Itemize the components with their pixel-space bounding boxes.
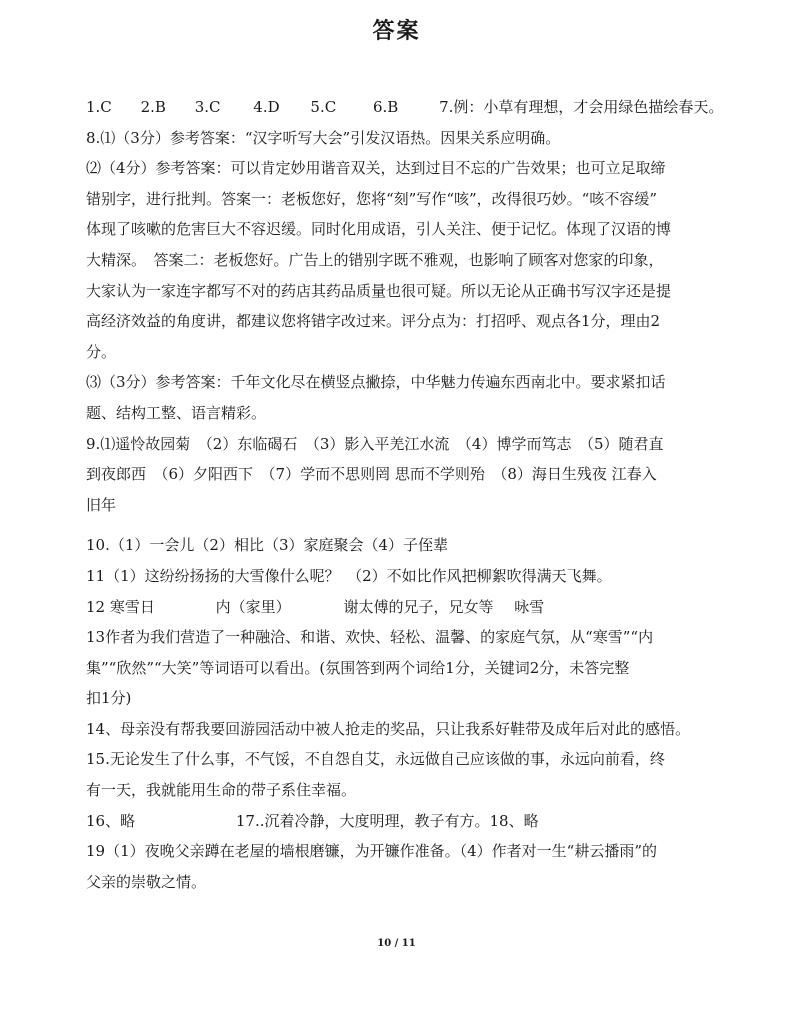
answer-8-2-line: 大精深。 答案二：老板您好。广告上的错别字既不雅观，也影响了顾客对您家的印象，: [86, 250, 664, 269]
answer-2: 2.B: [140, 98, 166, 116]
answer-12-part: 内（家里）: [215, 597, 291, 616]
answer-13-line: 扣1分): [86, 689, 132, 708]
answer-14: 14、母亲没有帮我要回游园活动中被人抢走的奖品，只让我系好鞋带及成年后对此的感悟。: [86, 719, 691, 738]
answer-1: 1.C: [86, 98, 112, 116]
answer-8-3-line: ⑶（3分）参考答案：千年文化尽在横竖点撇捺，中华魅力传遍东西南北中。要求紧扣话: [86, 373, 666, 392]
answer-6: 6.B: [372, 98, 399, 116]
answer-9-line: 旧年: [86, 495, 117, 514]
answer-content: [86, 92, 724, 897]
answer-8-1: 8.⑴（3分）参考答案：“汉字听写大会”引发汉语热。因果关系应明确。: [86, 128, 561, 147]
spacer: [86, 520, 716, 530]
answer-12: [86, 592, 716, 623]
answer-12-part: 12 寒雪日: [86, 597, 155, 616]
answer-12-part: 咏雪: [514, 597, 545, 616]
answer-15-line: 15.无论发生了什么事，不气馁，不自怨自艾，永远做自己应该做的事，永远向前看，终: [86, 750, 665, 769]
answer-8-3-line: 题、结构工整、语言精彩。: [86, 403, 267, 422]
answer-8-2-line: 高经济效益的角度讲，都建议您将错字改过来。评分点为：打招呼、观点各1分，理由2: [86, 312, 661, 331]
answer-19-line: 父亲的崇敬之情。: [86, 872, 207, 891]
answer-16-18: [86, 806, 716, 837]
answer-19-line: 19（1）夜晚父亲蹲在老屋的墙根磨镰，为开镰作准备。（4）作者对一生“耕云播雨”的: [86, 842, 658, 861]
answer-3: 3.C: [194, 98, 221, 116]
answer-8-2-line: 错别字，进行批判。答案一：老板您好，您将“刻”写作“咳”，改得很巧妙。“咳不容缓”: [86, 189, 658, 208]
answer-10: 10.（1）一会儿（2）相比（3）家庭聚会（4）子侄辈: [86, 536, 449, 555]
answer-8-2-line: ⑵（4分）参考答案：可以肯定妙用谐音双关，达到过目不忘的广告效果；也可立足取缔: [86, 159, 666, 178]
answer-17-18: 17..沉着冷静，大度明理，教子有方。18、略: [235, 811, 539, 830]
answer-9-line: 到夜郎西 （6）夕阳西下 （7）学而不思则罔 思而不学则殆 （8）海日生残夜 江春入: [86, 465, 657, 484]
answer-12-part: 谢太傅的兄子，兄女等: [343, 597, 494, 616]
answer-9-line: 9.⑴遥怜故园菊 （2）东临碣石 （3）影入平羌江水流 （4）博学而笃志 （5）随君直: [86, 434, 664, 453]
answer-8-2-line: 大家认为一家连字都写不对的药店其药品质量也很可疑。所以无论从正确书写汉字还是提: [86, 281, 672, 300]
answers-1-7: [86, 92, 724, 123]
answer-8-2-line: 体现了咳嗽的危害巨大不容迟缓。同时化用成语，引人关注、便于记忆。体现了汉语的博: [86, 220, 672, 239]
answer-5: 5.C: [310, 98, 337, 116]
answer-11: 11（1）这纷纷扬扬的大雪像什么呢？ （2）不如比作风把柳絮吹得满天飞舞。: [86, 566, 612, 585]
answer-16: 16、略: [86, 811, 136, 830]
answer-4: 4.D: [253, 98, 280, 116]
answer-13-line: 13作者为我们营造了一种融洽、和谐、欢快、轻松、温馨、的家庭气氛，从“寒雪”“内: [86, 628, 654, 647]
answer-15-line: 有一天，我就能用生命的带子系住幸福。: [86, 781, 357, 800]
answer-13-line: 集”“欣然”“大笑”等词语可以看出。(氛围答到两个词给1分，关键词2分，未答完整: [86, 658, 630, 677]
page-title: 答案: [372, 19, 421, 44]
answer-8-2-line: 分。: [86, 342, 117, 361]
answer-7: 7.例：小草有理想，才会用绿色描绘春天。: [439, 98, 724, 116]
page-number: 10 / 11: [377, 938, 416, 949]
